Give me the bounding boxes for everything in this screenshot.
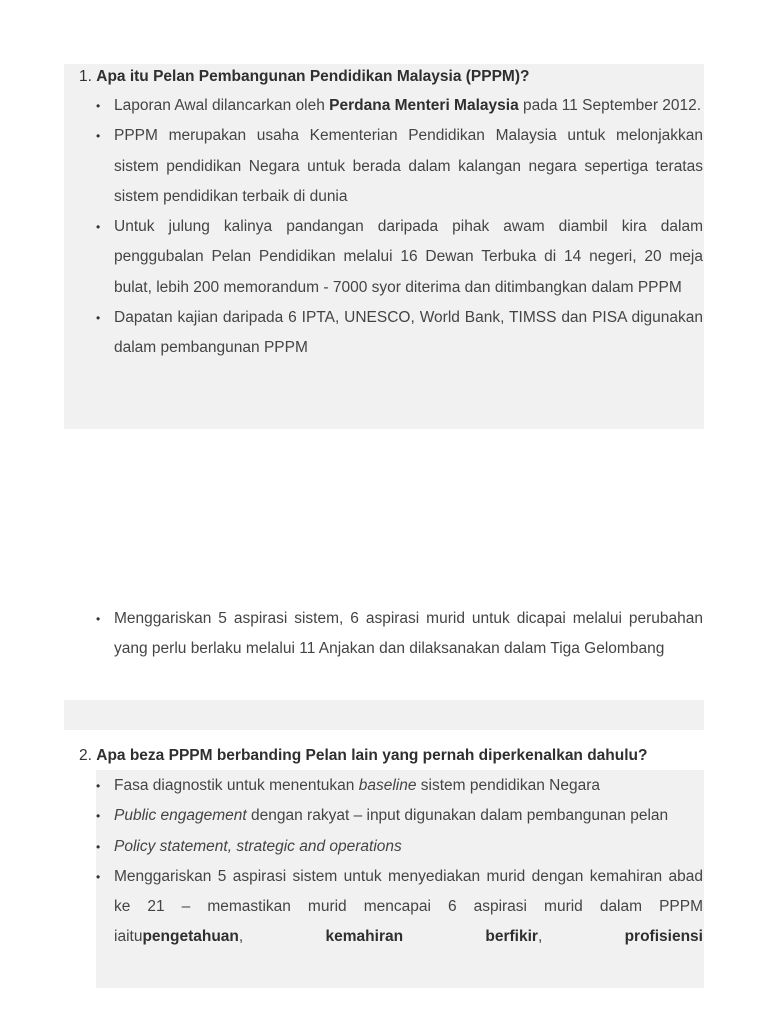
- list-item: • Menggariskan 5 aspirasi sistem untuk menyediakan murid dengan kemahiran abad ke 21 – memastikan murid mencapai 6 aspirasi murid dalam PPPM iaitupengetahuan, kemahiran berfikir, profisiensi: [96, 862, 703, 953]
- section-2-number: 2.: [79, 747, 92, 764]
- section-2-list: [96, 771, 703, 953]
- list-item: • PPPM merupakan usaha Kementerian Pendidikan Malaysia untuk melonjakkan sistem pendidikan Negara untuk berada dalam kalangan negara sepertiga teratas sistem pendidikan terbaik di dunia: [96, 121, 703, 212]
- list-item: • Policy statement, strategic and operations: [96, 832, 703, 862]
- section-1-question-text: Apa itu Pelan Pembangunan Pendidikan Malaysia (PPPM)?: [96, 68, 530, 85]
- section-1-list: [96, 91, 703, 364]
- section-1-number: 1.: [79, 68, 92, 85]
- section-2-question: [79, 745, 709, 767]
- section-2-question-text: Apa beza PPPM berbanding Pelan lain yang pernah diperkenalkan dahulu?: [96, 747, 648, 764]
- list-item: • Menggariskan 5 aspirasi sistem, 6 aspirasi murid untuk dicapai melalui perubahan yang perlu berlaku melalui 11 Anjakan dan dilaksanakan dalam Tiga Gelombang: [96, 604, 703, 665]
- section-1-question: [79, 66, 709, 88]
- list-item: • Laporan Awal dilancarkan oleh Perdana Menteri Malaysia pada 11 September 2012.: [96, 91, 703, 121]
- section-1-list-continued: [96, 604, 703, 665]
- list-item: • Dapatan kajian daripada 6 IPTA, UNESCO, World Bank, TIMSS dan PISA digunakan dalam pembangunan PPPM: [96, 303, 703, 364]
- list-item: • Fasa diagnostik untuk menentukan baseline sistem pendidikan Negara: [96, 771, 703, 801]
- section-1-footer-band: [64, 700, 704, 730]
- list-item: • Public engagement dengan rakyat – input digunakan dalam pembangunan pelan: [96, 801, 703, 831]
- list-item: • Untuk julung kalinya pandangan daripada pihak awam diambil kira dalam penggubalan Pelan Pendidikan melalui 16 Dewan Terbuka di 14 negeri, 20 meja bulat, lebih 200 memorandum - 7000 syor diterima dan ditimbangkan dalam PPPM: [96, 212, 703, 303]
